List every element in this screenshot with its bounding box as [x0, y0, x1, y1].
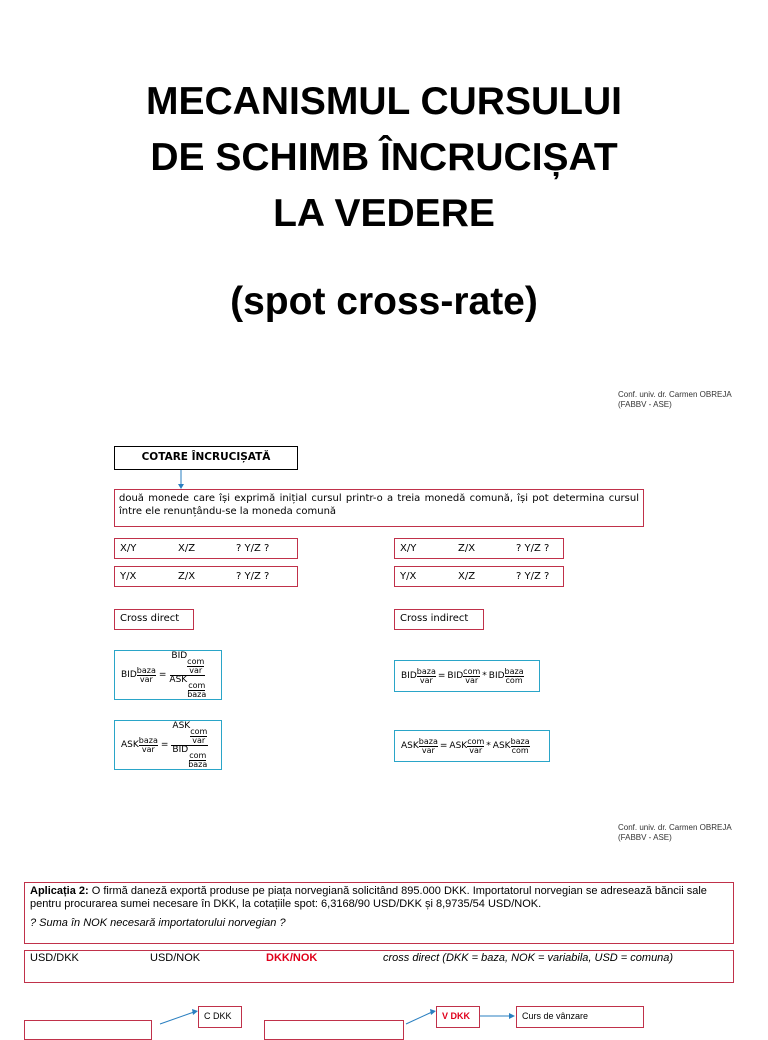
right-row-1-col-2: Z/X	[458, 543, 476, 554]
formula-sub-var: var	[465, 675, 479, 685]
formula-sub-com: com	[189, 750, 207, 760]
application-box	[24, 882, 734, 944]
formula-sub-com: com	[190, 726, 208, 736]
formula-bid-label: BID	[171, 650, 188, 661]
credit-name: Conf. univ. dr. Carmen OBREJA	[618, 390, 732, 399]
formula-sub-com: com	[505, 675, 523, 685]
right-row-1-col-3: ? Y/Z ?	[516, 543, 550, 554]
formula-sub-com: com	[511, 745, 529, 755]
bottom-row-dkk-nok	[266, 951, 383, 965]
author-credit-2	[618, 823, 732, 843]
curs-vanzare-box: Curs de vânzare	[516, 1006, 644, 1028]
cotare-title-box: COTARE ÎNCRUCIȘATĂ	[114, 446, 298, 470]
application-title: Aplicația 2:	[30, 885, 89, 897]
formula-sub-baza: baza	[510, 736, 530, 746]
formula-bid-direct	[114, 650, 222, 700]
formula-bid-label: BID	[447, 671, 464, 681]
formula-ask-label: ASK	[121, 740, 139, 750]
formula-sub-var: var	[421, 745, 435, 755]
credit-name: Conf. univ. dr. Carmen OBREJA	[618, 823, 732, 832]
right-row-2-col-3: ? Y/Z ?	[516, 571, 550, 582]
right-row-2-col-1: Y/X	[400, 571, 417, 582]
formula-bid-label: BID	[401, 671, 417, 681]
left-row-2-col-3: ? Y/Z ?	[236, 571, 270, 582]
formula-ask-direct	[114, 720, 222, 770]
right-row-2	[394, 566, 564, 587]
author-credit	[618, 390, 732, 410]
formula-sub-var: var	[189, 665, 203, 675]
formula-eq: =	[439, 741, 448, 751]
bottom-row-usd-dkk: USD/DKK	[30, 952, 79, 964]
left-row-1	[114, 538, 298, 559]
formula-ask-label: ASK	[401, 741, 419, 751]
arrow-up-right-icon	[404, 1008, 438, 1026]
formula-sub-com: com	[188, 680, 206, 690]
formula-sub-baza: baza	[416, 666, 436, 676]
formula-bid-label: BID	[121, 670, 137, 680]
bottom-row-nok: /NOK	[289, 952, 318, 964]
formula-sub-baza: baza	[136, 665, 156, 675]
v-dkk-box: V DKK	[436, 1006, 480, 1028]
formula-sub-baza: baza	[188, 759, 208, 769]
formula-ask-label: ASK	[492, 741, 511, 751]
formula-eq: =	[158, 670, 167, 680]
title-line-1: MECANISMUL CURSULUI	[146, 80, 622, 123]
credit-affiliation: (FABBV - ASE)	[618, 833, 672, 842]
formula-fraction	[169, 652, 206, 699]
formula-bid-label: BID	[488, 671, 505, 681]
bottom-row-usd-nok: USD/NOK	[150, 952, 201, 964]
subtitle: (spot cross-rate)	[230, 280, 538, 323]
bottom-row-cross-note: cross direct (DKK = baza, NOK = variabila, USD = comuna)	[383, 952, 674, 964]
formula-sub-var: var	[419, 675, 433, 685]
left-row-2	[114, 566, 298, 587]
title-line-2: DE SCHIMB ÎNCRUCIȘAT	[150, 136, 618, 179]
formula-sub-var: var	[469, 745, 483, 755]
arrow-up-right-icon	[158, 1008, 200, 1026]
left-row-1-col-1: X/Y	[120, 543, 137, 554]
right-row-1	[394, 538, 564, 559]
left-row-2-col-1: Y/X	[120, 571, 137, 582]
formula-sub-baza: baza	[187, 689, 207, 699]
formula-ask-label: ASK	[172, 720, 191, 731]
formula-ask-label: ASK	[449, 741, 468, 751]
formula-ask-indirect	[394, 730, 550, 762]
formula-fraction	[171, 722, 208, 769]
formula-sub-baza: baza	[418, 736, 438, 746]
formula-ask-label: ASK	[169, 674, 188, 685]
formula-sub-com: com	[463, 666, 481, 676]
bottom-row	[24, 950, 734, 983]
formula-sub-baza: baza	[138, 735, 158, 745]
right-row-1-col-1: X/Y	[400, 543, 417, 554]
formula-bid-indirect	[394, 660, 540, 692]
formula-sub-baza: baza	[504, 666, 524, 676]
formula-sub-var: var	[192, 735, 206, 745]
cotare-description: două monede care își exprimă inițial cursul printr-o a treia monedă comună, își pot determina cursul între ele renunțându-se la moneda comună	[114, 489, 644, 527]
application-question: ? Suma în NOK necesară importatorului norvegian ?	[30, 917, 286, 929]
title-line-3: LA VEDERE	[273, 192, 495, 235]
left-row-2-col-2: Z/X	[178, 571, 196, 582]
left-row-1-col-2: X/Z	[178, 543, 196, 554]
credit-affiliation: (FABBV - ASE)	[618, 400, 672, 409]
formula-sub-var: var	[141, 744, 155, 754]
formula-eq: =	[160, 740, 169, 750]
arrow-down-icon	[175, 470, 187, 490]
formula-bid-label: BID	[172, 744, 189, 755]
formula-sub-com: com	[467, 736, 485, 746]
bottom-box-left	[24, 1020, 152, 1040]
c-dkk-box: C DKK	[198, 1006, 242, 1028]
arrow-right-icon	[480, 1010, 516, 1022]
cross-direct-label: Cross direct	[114, 609, 194, 630]
formula-mul: *	[486, 741, 491, 751]
cross-indirect-label: Cross indirect	[394, 609, 484, 630]
formula-mul: *	[482, 671, 487, 681]
formula-sub-com: com	[187, 656, 205, 666]
application-text	[30, 885, 728, 911]
bottom-row-dkk: DKK	[266, 952, 290, 964]
right-row-2-col-2: X/Z	[458, 571, 476, 582]
bottom-box-middle	[264, 1020, 404, 1040]
formula-sub-var: var	[139, 674, 153, 684]
left-row-1-col-3: ? Y/Z ?	[236, 543, 270, 554]
formula-eq: =	[437, 671, 446, 681]
application-body: O firmă daneză exportă produse pe piața norvegiană solicitând 895.000 DKK. Importatorul norvegian se adresează băncii sale pentru procurarea sumei necesare în DKK, la cotațiile spot: 6,3168/90 USD/DKK și 8,9735/54 USD/NOK.	[30, 885, 707, 910]
